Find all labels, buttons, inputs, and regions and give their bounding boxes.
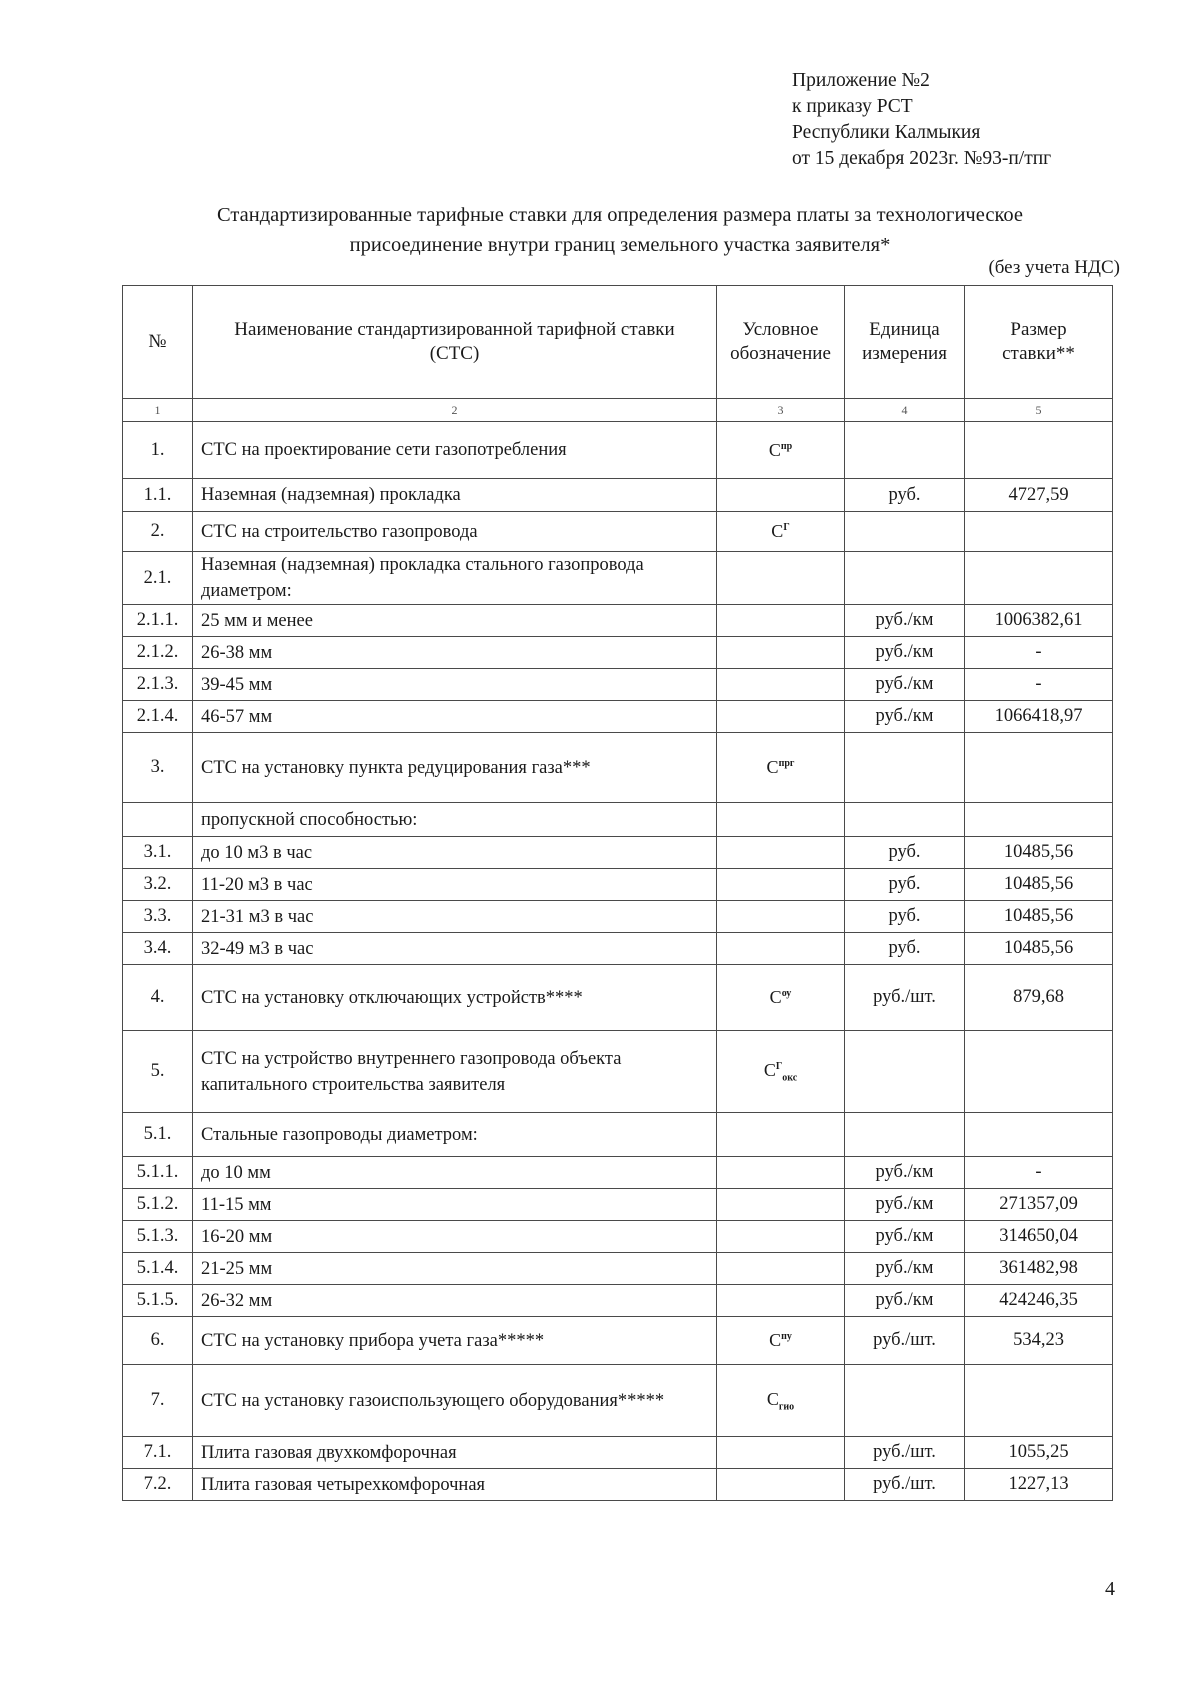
- table-row: [123, 1365, 1113, 1437]
- symbol-superscript: прг: [778, 758, 795, 769]
- row-unit: руб./шт.: [845, 1317, 965, 1365]
- row-name: 26-32 мм: [193, 1285, 717, 1317]
- row-rate: 271357,09: [965, 1189, 1113, 1221]
- row-rate: 1055,25: [965, 1437, 1113, 1469]
- symbol-subscript: окс: [782, 1072, 798, 1084]
- table-row: [123, 637, 1113, 669]
- row-unit: руб.: [845, 479, 965, 512]
- row-symbol: [717, 479, 845, 512]
- table-row: [123, 1157, 1113, 1189]
- row-unit: руб./км: [845, 1285, 965, 1317]
- row-symbol: [717, 1113, 845, 1157]
- symbol-letter: С: [771, 521, 784, 541]
- appendix-line-4: от 15 декабря 2023г. №93-п/тпг: [792, 148, 1052, 169]
- symbol-letter: С: [766, 757, 779, 777]
- row-symbol: [717, 1285, 845, 1317]
- row-unit: руб.: [845, 933, 965, 965]
- row-rate: 10485,56: [965, 901, 1113, 933]
- row-number: 7.: [123, 1365, 193, 1437]
- table-row: [123, 669, 1113, 701]
- row-symbol: [717, 1469, 845, 1501]
- title-line-1: Стандартизированные тарифные ставки для определения размера платы за технологическое: [217, 204, 1023, 226]
- row-name: Стальные газопроводы диаметром:: [193, 1113, 717, 1157]
- row-unit: [845, 552, 965, 605]
- header-unit: Единица измерения: [845, 286, 965, 399]
- row-name: пропускной способностью:: [193, 803, 717, 837]
- symbol-superscript: Г: [783, 522, 790, 533]
- appendix-line-2: к приказу РСТ: [792, 96, 913, 117]
- row-rate: 534,23: [965, 1317, 1113, 1365]
- table-row: [123, 1317, 1113, 1365]
- row-name: 39-45 мм: [193, 669, 717, 701]
- row-unit: руб.: [845, 837, 965, 869]
- row-unit: руб./км: [845, 637, 965, 669]
- row-number: 3.3.: [123, 901, 193, 933]
- row-name: Плита газовая двухкомфорочная: [193, 1437, 717, 1469]
- table-row: [123, 1253, 1113, 1285]
- row-name: Плита газовая четырехкомфорочная: [193, 1469, 717, 1501]
- row-name: СТС на установку пункта редуцирования газа***: [193, 733, 717, 803]
- tariff-rates-table: [122, 285, 1113, 1501]
- row-unit: руб./км: [845, 669, 965, 701]
- table-row: [123, 1437, 1113, 1469]
- row-rate: [965, 422, 1113, 479]
- row-symbol: [717, 512, 845, 552]
- row-unit: руб./км: [845, 605, 965, 637]
- row-number: 5.1.: [123, 1113, 193, 1157]
- row-unit: руб.: [845, 901, 965, 933]
- row-symbol: [717, 965, 845, 1031]
- title-line-2: присоединение внутри границ земельного участка заявителя*: [349, 234, 891, 256]
- row-rate: [965, 552, 1113, 605]
- column-index: 1: [123, 399, 193, 422]
- row-rate: 10485,56: [965, 933, 1113, 965]
- row-rate: 361482,98: [965, 1253, 1113, 1285]
- row-name: СТС на устройство внутреннего газопровода объекта капитального строительства заявителя: [193, 1031, 717, 1113]
- appendix-block: [792, 68, 1051, 172]
- table-row: [123, 479, 1113, 512]
- row-rate: [965, 1031, 1113, 1113]
- row-symbol: [717, 1365, 845, 1437]
- row-symbol: [717, 1317, 845, 1365]
- row-name: 16-20 мм: [193, 1221, 717, 1253]
- row-symbol: [717, 1221, 845, 1253]
- row-number: 7.1.: [123, 1437, 193, 1469]
- row-rate: 1227,13: [965, 1469, 1113, 1501]
- row-rate: 1066418,97: [965, 701, 1113, 733]
- row-symbol: [717, 803, 845, 837]
- row-rate: [965, 1365, 1113, 1437]
- row-unit: руб./шт.: [845, 965, 965, 1031]
- row-number: [123, 803, 193, 837]
- row-rate: -: [965, 669, 1113, 701]
- row-rate: 879,68: [965, 965, 1113, 1031]
- symbol-superscript: оу: [781, 988, 792, 999]
- row-number: 1.: [123, 422, 193, 479]
- symbol-letter: С: [763, 1059, 776, 1080]
- row-number: 2.1.3.: [123, 669, 193, 701]
- row-symbol: [717, 669, 845, 701]
- row-symbol: [717, 901, 845, 933]
- document-title: [110, 200, 1130, 260]
- table-row: [123, 1113, 1113, 1157]
- symbol-letter: С: [766, 1388, 779, 1409]
- table-row: [123, 1189, 1113, 1221]
- symbol-letter: С: [768, 439, 781, 460]
- column-index-row: [123, 399, 1113, 422]
- row-number: 3.4.: [123, 933, 193, 965]
- row-number: 3.1.: [123, 837, 193, 869]
- header-symbol: Условное обозначение: [717, 286, 845, 399]
- table-row: [123, 512, 1113, 552]
- row-unit: [845, 422, 965, 479]
- row-unit: [845, 803, 965, 837]
- table-row: [123, 552, 1113, 605]
- table-row: [123, 733, 1113, 803]
- table-row: [123, 965, 1113, 1031]
- row-rate: 4727,59: [965, 479, 1113, 512]
- table-row: [123, 869, 1113, 901]
- row-unit: руб./км: [845, 1157, 965, 1189]
- row-name: СТС на строительство газопровода: [193, 512, 717, 552]
- row-name: 21-25 мм: [193, 1253, 717, 1285]
- row-unit: [845, 512, 965, 552]
- table-row: [123, 422, 1113, 479]
- symbol-subscript: гио: [778, 1401, 795, 1413]
- table-row: [123, 605, 1113, 637]
- row-name: СТС на установку отключающих устройств****: [193, 965, 717, 1031]
- row-rate: 10485,56: [965, 837, 1113, 869]
- row-symbol: [717, 637, 845, 669]
- header-name: Наименование стандартизированной тарифной ставки (СТС): [193, 286, 717, 399]
- symbol-superscript: пр: [780, 440, 793, 452]
- table-row: [123, 901, 1113, 933]
- row-symbol: [717, 837, 845, 869]
- row-symbol: [717, 1157, 845, 1189]
- table-row: [123, 803, 1113, 837]
- column-index: 4: [845, 399, 965, 422]
- row-symbol: [717, 552, 845, 605]
- row-name: 26-38 мм: [193, 637, 717, 669]
- row-number: 3.2.: [123, 869, 193, 901]
- row-unit: руб./км: [845, 1189, 965, 1221]
- row-rate: [965, 803, 1113, 837]
- row-rate: 10485,56: [965, 869, 1113, 901]
- row-unit: руб./км: [845, 1253, 965, 1285]
- row-rate: [965, 512, 1113, 552]
- row-rate: [965, 1113, 1113, 1157]
- row-unit: руб./шт.: [845, 1437, 965, 1469]
- row-number: 5.1.2.: [123, 1189, 193, 1221]
- row-unit: [845, 733, 965, 803]
- row-name: 11-15 мм: [193, 1189, 717, 1221]
- row-name: 11-20 м3 в час: [193, 869, 717, 901]
- row-name: 32-49 м3 в час: [193, 933, 717, 965]
- symbol-superscript: пу: [781, 1331, 792, 1342]
- column-index: 3: [717, 399, 845, 422]
- row-number: 2.: [123, 512, 193, 552]
- row-symbol: [717, 422, 845, 479]
- row-name: 25 мм и менее: [193, 605, 717, 637]
- row-symbol: [717, 701, 845, 733]
- row-number: 1.1.: [123, 479, 193, 512]
- row-rate: -: [965, 1157, 1113, 1189]
- appendix-line-1: Приложение №2: [792, 70, 930, 91]
- header-row: [123, 286, 1113, 399]
- table-row: [123, 1221, 1113, 1253]
- row-unit: [845, 1031, 965, 1113]
- row-symbol: [717, 605, 845, 637]
- header-rate: Размер ставки**: [965, 286, 1113, 399]
- row-symbol: [717, 1437, 845, 1469]
- row-name: 46-57 мм: [193, 701, 717, 733]
- row-number: 2.1.: [123, 552, 193, 605]
- row-name: СТС на установку прибора учета газа*****: [193, 1317, 717, 1365]
- row-number: 2.1.4.: [123, 701, 193, 733]
- row-rate: 424246,35: [965, 1285, 1113, 1317]
- row-number: 5.1.4.: [123, 1253, 193, 1285]
- row-rate: 314650,04: [965, 1221, 1113, 1253]
- row-rate: -: [965, 637, 1113, 669]
- table-body: [123, 422, 1113, 1501]
- row-symbol: [717, 1189, 845, 1221]
- row-unit: [845, 1113, 965, 1157]
- table-row: [123, 837, 1113, 869]
- row-name: СТС на установку газоиспользующего оборудования*****: [193, 1365, 717, 1437]
- row-unit: руб.: [845, 869, 965, 901]
- row-number: 6.: [123, 1317, 193, 1365]
- row-name: Наземная (надземная) прокладка стального газопровода диаметром:: [193, 552, 717, 605]
- row-number: 5.1.5.: [123, 1285, 193, 1317]
- row-number: 4.: [123, 965, 193, 1031]
- row-number: 5.1.3.: [123, 1221, 193, 1253]
- row-unit: [845, 1365, 965, 1437]
- row-rate: [965, 733, 1113, 803]
- row-name: СТС на проектирование сети газопотребления: [193, 422, 717, 479]
- row-number: 7.2.: [123, 1469, 193, 1501]
- row-unit: руб./км: [845, 701, 965, 733]
- table-row: [123, 701, 1113, 733]
- table-row: [123, 1031, 1113, 1113]
- column-index: 2: [193, 399, 717, 422]
- row-number: 5.1.1.: [123, 1157, 193, 1189]
- appendix-line-3: Республики Калмыкия: [792, 122, 981, 143]
- row-symbol: [717, 733, 845, 803]
- symbol-letter: С: [769, 1330, 782, 1350]
- row-number: 5.: [123, 1031, 193, 1113]
- symbol-letter: С: [769, 987, 782, 1007]
- row-number: 2.1.2.: [123, 637, 193, 669]
- table-row: [123, 933, 1113, 965]
- table-row: [123, 1285, 1113, 1317]
- row-symbol: [717, 869, 845, 901]
- row-name: до 10 м3 в час: [193, 837, 717, 869]
- row-unit: руб./шт.: [845, 1469, 965, 1501]
- row-number: 3.: [123, 733, 193, 803]
- row-symbol: [717, 1031, 845, 1113]
- row-rate: 1006382,61: [965, 605, 1113, 637]
- row-symbol: [717, 933, 845, 965]
- row-number: 2.1.1.: [123, 605, 193, 637]
- vat-note: (без учета НДС): [988, 257, 1120, 278]
- symbol-superscript: Г: [775, 1060, 783, 1072]
- row-symbol: [717, 1253, 845, 1285]
- header-no: №: [123, 286, 193, 399]
- column-index: 5: [965, 399, 1113, 422]
- page-number: 4: [1105, 1578, 1115, 1600]
- row-name: до 10 мм: [193, 1157, 717, 1189]
- row-name: Наземная (надземная) прокладка: [193, 479, 717, 512]
- row-unit: руб./км: [845, 1221, 965, 1253]
- row-name: 21-31 м3 в час: [193, 901, 717, 933]
- table-row: [123, 1469, 1113, 1501]
